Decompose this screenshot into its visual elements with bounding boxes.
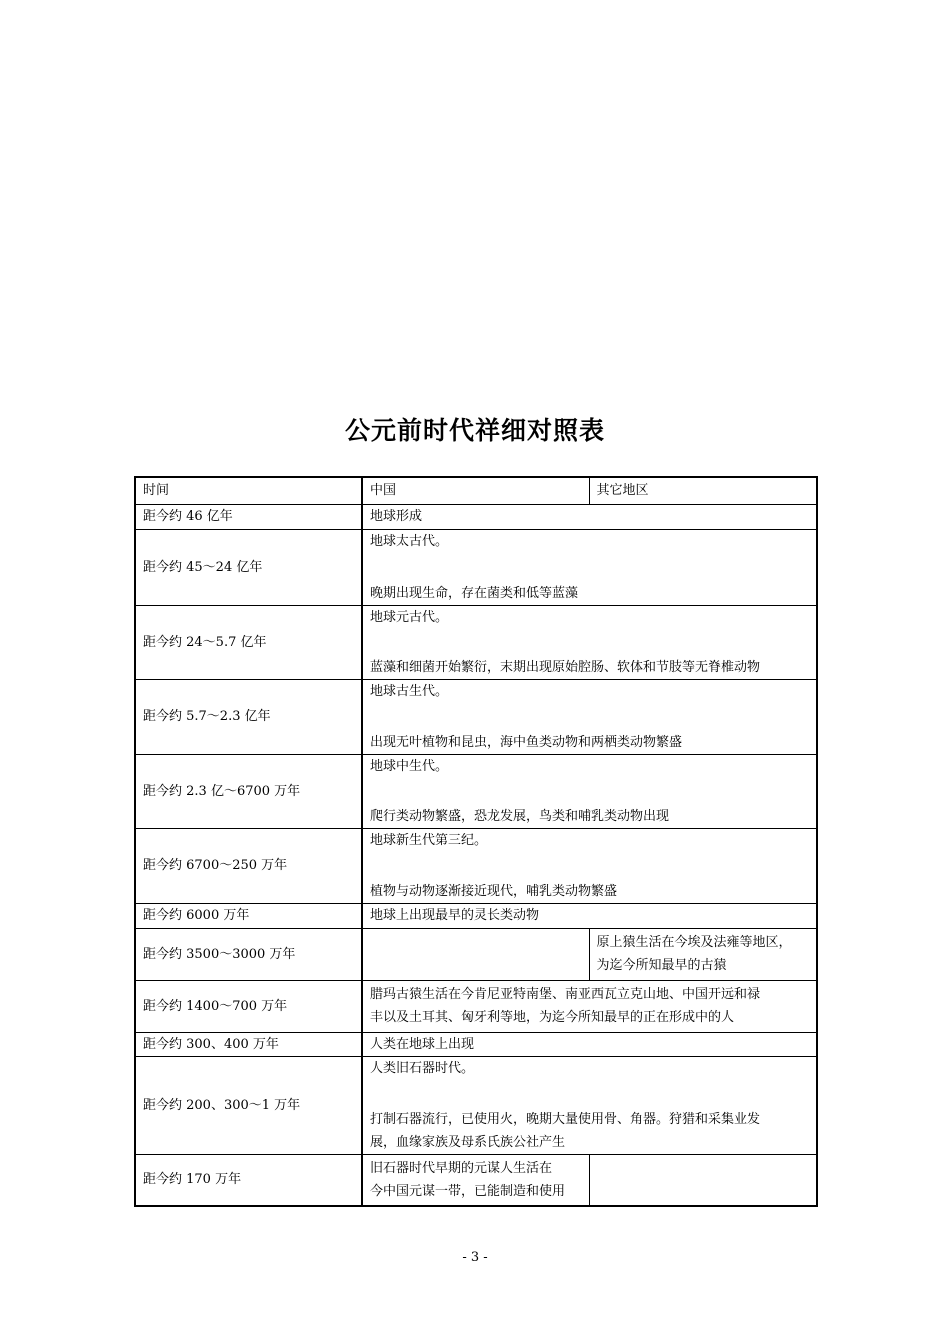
table-row	[135, 980, 817, 1032]
era-text: 地球新生代第三纪。	[370, 832, 488, 848]
china-cell	[362, 1154, 589, 1206]
table-header-row	[135, 477, 817, 504]
time-cell: 距今约 3500～3000 万年	[135, 928, 362, 980]
china-cell: 人类在地球上出现	[362, 1032, 817, 1056]
china-cell	[362, 828, 817, 903]
desc-text-line: 打制石器流行，已使用火，晚期大量使用骨、角器。狩猎和采集业发	[370, 1111, 761, 1127]
desc-text-line: 展，血缘家族及母系氏族公社产生	[370, 1134, 566, 1150]
time-cell: 距今约 170 万年	[135, 1154, 362, 1206]
time-cell: 距今约 5.7～2.3 亿年	[135, 679, 362, 754]
china-cell	[362, 679, 817, 754]
china-text-line: 腊玛古猿生活在今肯尼亚特南堡、南亚西瓦立克山地、中国开远和禄	[370, 987, 761, 1002]
china-text-line: 旧石器时代早期的元谋人生活在	[370, 1160, 553, 1176]
timeline-table	[134, 476, 818, 1207]
table-row	[135, 928, 817, 980]
header-time: 时间	[135, 477, 362, 504]
china-text-line: 丰以及土耳其、匈牙利等地，为迄今所知最早的正在形成中的人	[370, 1010, 735, 1025]
table-row	[135, 1154, 817, 1206]
china-cell	[362, 1056, 817, 1154]
china-cell	[362, 980, 817, 1032]
table-row	[135, 828, 817, 903]
time-cell: 距今约 6000 万年	[135, 903, 362, 928]
china-cell: 地球上出现最早的灵长类动物	[362, 903, 817, 928]
table-row	[135, 605, 817, 679]
page-number: - 3 -	[462, 1250, 488, 1265]
era-text: 地球古生代。	[370, 683, 449, 699]
time-cell: 距今约 46 亿年	[135, 504, 362, 529]
desc-text: 爬行类动物繁盛，恐龙发展，鸟类和哺乳类动物出现	[370, 808, 670, 824]
table-row	[135, 754, 817, 828]
desc-text: 植物与动物逐渐接近现代，哺乳类动物繁盛	[370, 883, 618, 899]
table-row	[135, 529, 817, 605]
desc-text: 晚期出现生命，存在菌类和低等蓝藻	[370, 585, 579, 601]
china-cell	[362, 605, 817, 679]
table-row	[135, 1056, 817, 1154]
era-text: 人类旧石器时代。	[370, 1060, 475, 1076]
header-china: 中国	[362, 477, 589, 504]
time-cell: 距今约 200、300～1 万年	[135, 1056, 362, 1154]
time-cell: 距今约 2.3 亿～6700 万年	[135, 754, 362, 828]
time-cell: 距今约 6700～250 万年	[135, 828, 362, 903]
china-text-line: 今中国元谋一带，已能制造和使用	[370, 1183, 566, 1199]
other-cell	[589, 1154, 817, 1206]
other-text-line: 原上猿生活在今埃及法雍等地区，	[596, 935, 792, 950]
era-text: 地球太古代。	[370, 533, 449, 549]
china-cell: 地球形成	[362, 504, 817, 529]
other-cell	[589, 928, 817, 980]
desc-text: 蓝藻和细菌开始繁衍，末期出现原始腔肠、软体和节肢等无脊椎动物	[370, 659, 761, 675]
time-cell: 距今约 1400～700 万年	[135, 980, 362, 1032]
time-cell: 距今约 45～24 亿年	[135, 529, 362, 605]
china-cell	[362, 754, 817, 828]
china-cell	[362, 928, 589, 980]
time-cell: 距今约 24～5.7 亿年	[135, 605, 362, 679]
table-row	[135, 1032, 817, 1056]
era-text: 地球中生代。	[370, 758, 449, 774]
other-text-line: 为迄今所知最早的古猿	[596, 958, 727, 973]
header-other: 其它地区	[589, 477, 817, 504]
page-title: 公元前时代祥细对照表	[344, 416, 605, 445]
time-cell: 距今约 300、400 万年	[135, 1032, 362, 1056]
era-text: 地球元古代。	[370, 609, 449, 625]
table-row	[135, 504, 817, 529]
desc-text: 出现无叶植物和昆虫，海中鱼类动物和两栖类动物繁盛	[370, 734, 683, 750]
table-row	[135, 903, 817, 928]
china-cell	[362, 529, 817, 605]
table-row	[135, 679, 817, 754]
